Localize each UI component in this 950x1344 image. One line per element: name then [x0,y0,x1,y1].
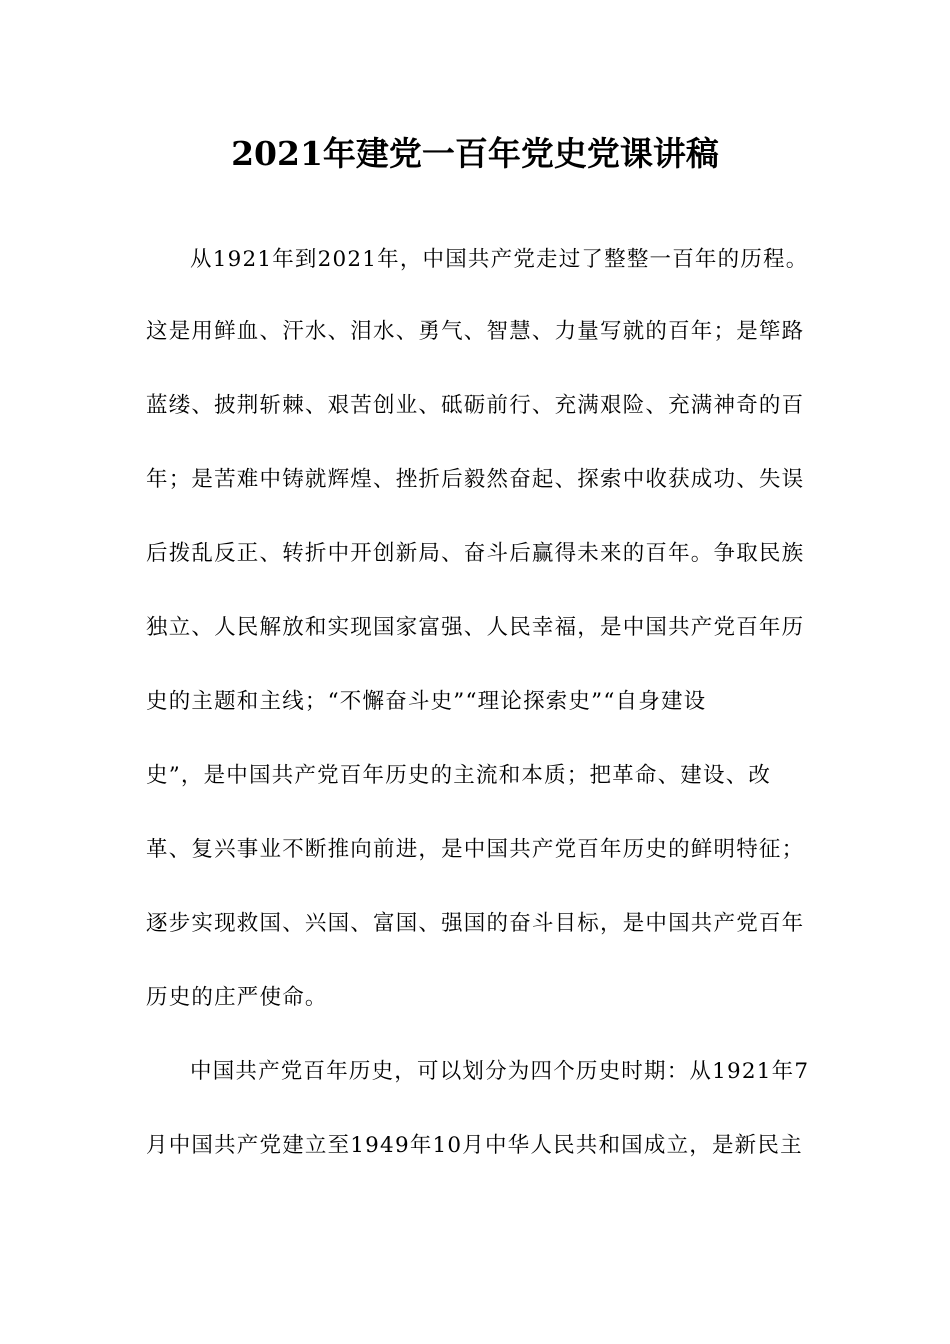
paragraph-1-line-6: 独立、人民解放和实现国家富强、人民幸福，是中国共产党百年历 [146,615,805,640]
paragraph-1-line-3: 蓝缕、披荆斩棘、艰苦创业、砥砺前行、充满艰险、充满神奇的百 [146,393,805,418]
paragraph-1-line-10: 逐步实现救国、兴国、富国、强国的奋斗目标，是中国共产党百年 [146,911,805,936]
paragraph-1-line-5: 后拨乱反正、转折中开创新局、奋斗后赢得未来的百年。争取民族 [146,541,805,566]
paragraph-2-line-1: 中国共产党百年历史，可以划分为四个历史时期：从1921年7 [190,1059,810,1084]
paragraph-1-line-11: 历史的庄严使命。 [146,985,328,1010]
document-title: 2021年建党一百年党史党课讲稿 [231,134,719,173]
paragraph-1-line-1: 从1921年到2021年，中国共产党走过了整整一百年的历程。 [190,247,809,272]
paragraph-1-line-8: 史”，是中国共产党百年历史的主流和本质；把革命、建设、改 [146,763,772,788]
paragraph-1-line-9: 革、复兴事业不断推向前进，是中国共产党百年历史的鲜明特征； [146,837,805,862]
paragraph-2-line-2: 月中国共产党建立至1949年10月中华人民共和国成立，是新民主 [146,1133,803,1158]
paragraph-1-line-7: 史的主题和主线；“不懈奋斗史”“理论探索史”“自身建设 [146,689,707,714]
paragraph-1-line-2: 这是用鲜血、汗水、泪水、勇气、智慧、力量写就的百年；是筚路 [146,319,805,344]
paragraph-1-line-4: 年；是苦难中铸就辉煌、挫折后毅然奋起、探索中收获成功、失误 [146,467,805,492]
